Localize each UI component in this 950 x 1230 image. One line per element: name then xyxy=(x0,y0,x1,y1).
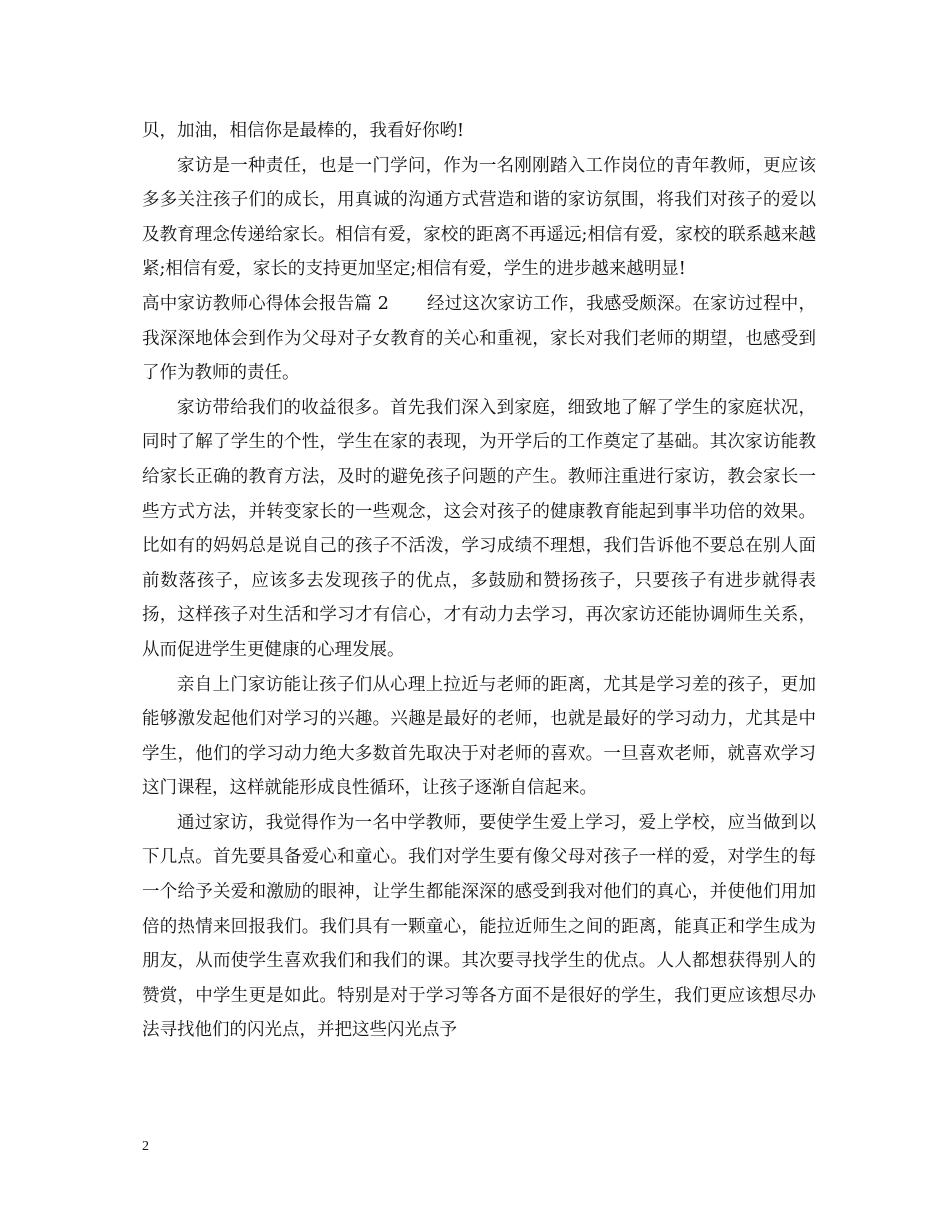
paragraph-section-intro: 经过这次家访工作，我感受颇深。在家访过程中，我深深地体会到作为父母对子女教育的关心和重视，家长对我们老师的期望，也感受到了作为教师的责任。 xyxy=(142,293,816,384)
section-heading: 高中家访教师心得体会报告篇 2 xyxy=(142,293,389,314)
paragraph-home-visit-responsibility: 家访是一种责任，也是一门学问，作为一名刚刚踏入工作岗位的青年教师，更应该多多关注孩子们的成长，用真诚的沟通方式营造和谐的家访氛围，将我们对孩子的爱以及教育理念传递给家长。相信有爱，家校的距离不再遥远;相信有爱，家校的联系越来越紧;相信有爱，家长的支持更加坚定;相信有爱，学生的进步越来越明显! xyxy=(142,155,816,280)
document-body xyxy=(142,114,816,1048)
section-heading-paragraph xyxy=(142,287,816,391)
paragraph-continuation: 贝，加油，相信你是最棒的，我看好你哟! xyxy=(142,121,465,141)
paragraph-how-to-teach: 通过家访，我觉得作为一名中学教师，要使学生爱上学习，爱上学校，应当做到以下几点。首先要具备爱心和童心。我们对学生要有像父母对孩子一样的爱，对学生的每一个给予关爱和激励的眼神，让学生都能深深的感受到我对他们的真心，并使他们用加倍的热情来回报我们。我们具有一颗童心，能拉近师生之间的距离，能真正和学生成为朋友，从而使学生喜欢我们和我们的课。其次要寻找学生的优点。人人都想获得别人的赞赏，中学生更是如此。特别是对于学习等各方面不是很好的学生，我们更应该想尽办法寻找他们的闪光点，并把这些闪光点予 xyxy=(142,812,816,1041)
page-number: 2 xyxy=(142,1139,149,1154)
paragraph-closer-distance: 亲自上门家访能让孩子们从心理上拉近与老师的距离，尤其是学习差的孩子，更加能够激发起他们对学习的兴趣。兴趣是最好的老师，也就是最好的学习动力，尤其是中学生，他们的学习动力绝大多数首先取决于对老师的喜欢。一旦喜欢老师，就喜欢学习这门课程，这样就能形成良性循环，让孩子逐渐自信起来。 xyxy=(142,674,816,799)
paragraph-benefits: 家访带给我们的收益很多。首先我们深入到家庭，细致地了解了学生的家庭状况，同时了解了学生的个性，学生在家的表现，为开学后的工作奠定了基础。其次家访能教给家长正确的教育方法，及时的避免孩子问题的产生。教师注重进行家访，教会家长一些方式方法，并转变家长的一些观念，这会对孩子的健康教育能起到事半功倍的效果。比如有的妈妈总是说自己的孩子不活泼，学习成绩不理想，我们告诉他不要总在别人面前数落孩子，应该多去发现孩子的优点，多鼓励和赞扬孩子，只要孩子有进步就得表扬，这样孩子对生活和学习才有信心，才有动力去学习，再次家访还能协调师生关系，从而促进学生更健康的心理发展。 xyxy=(142,397,816,660)
